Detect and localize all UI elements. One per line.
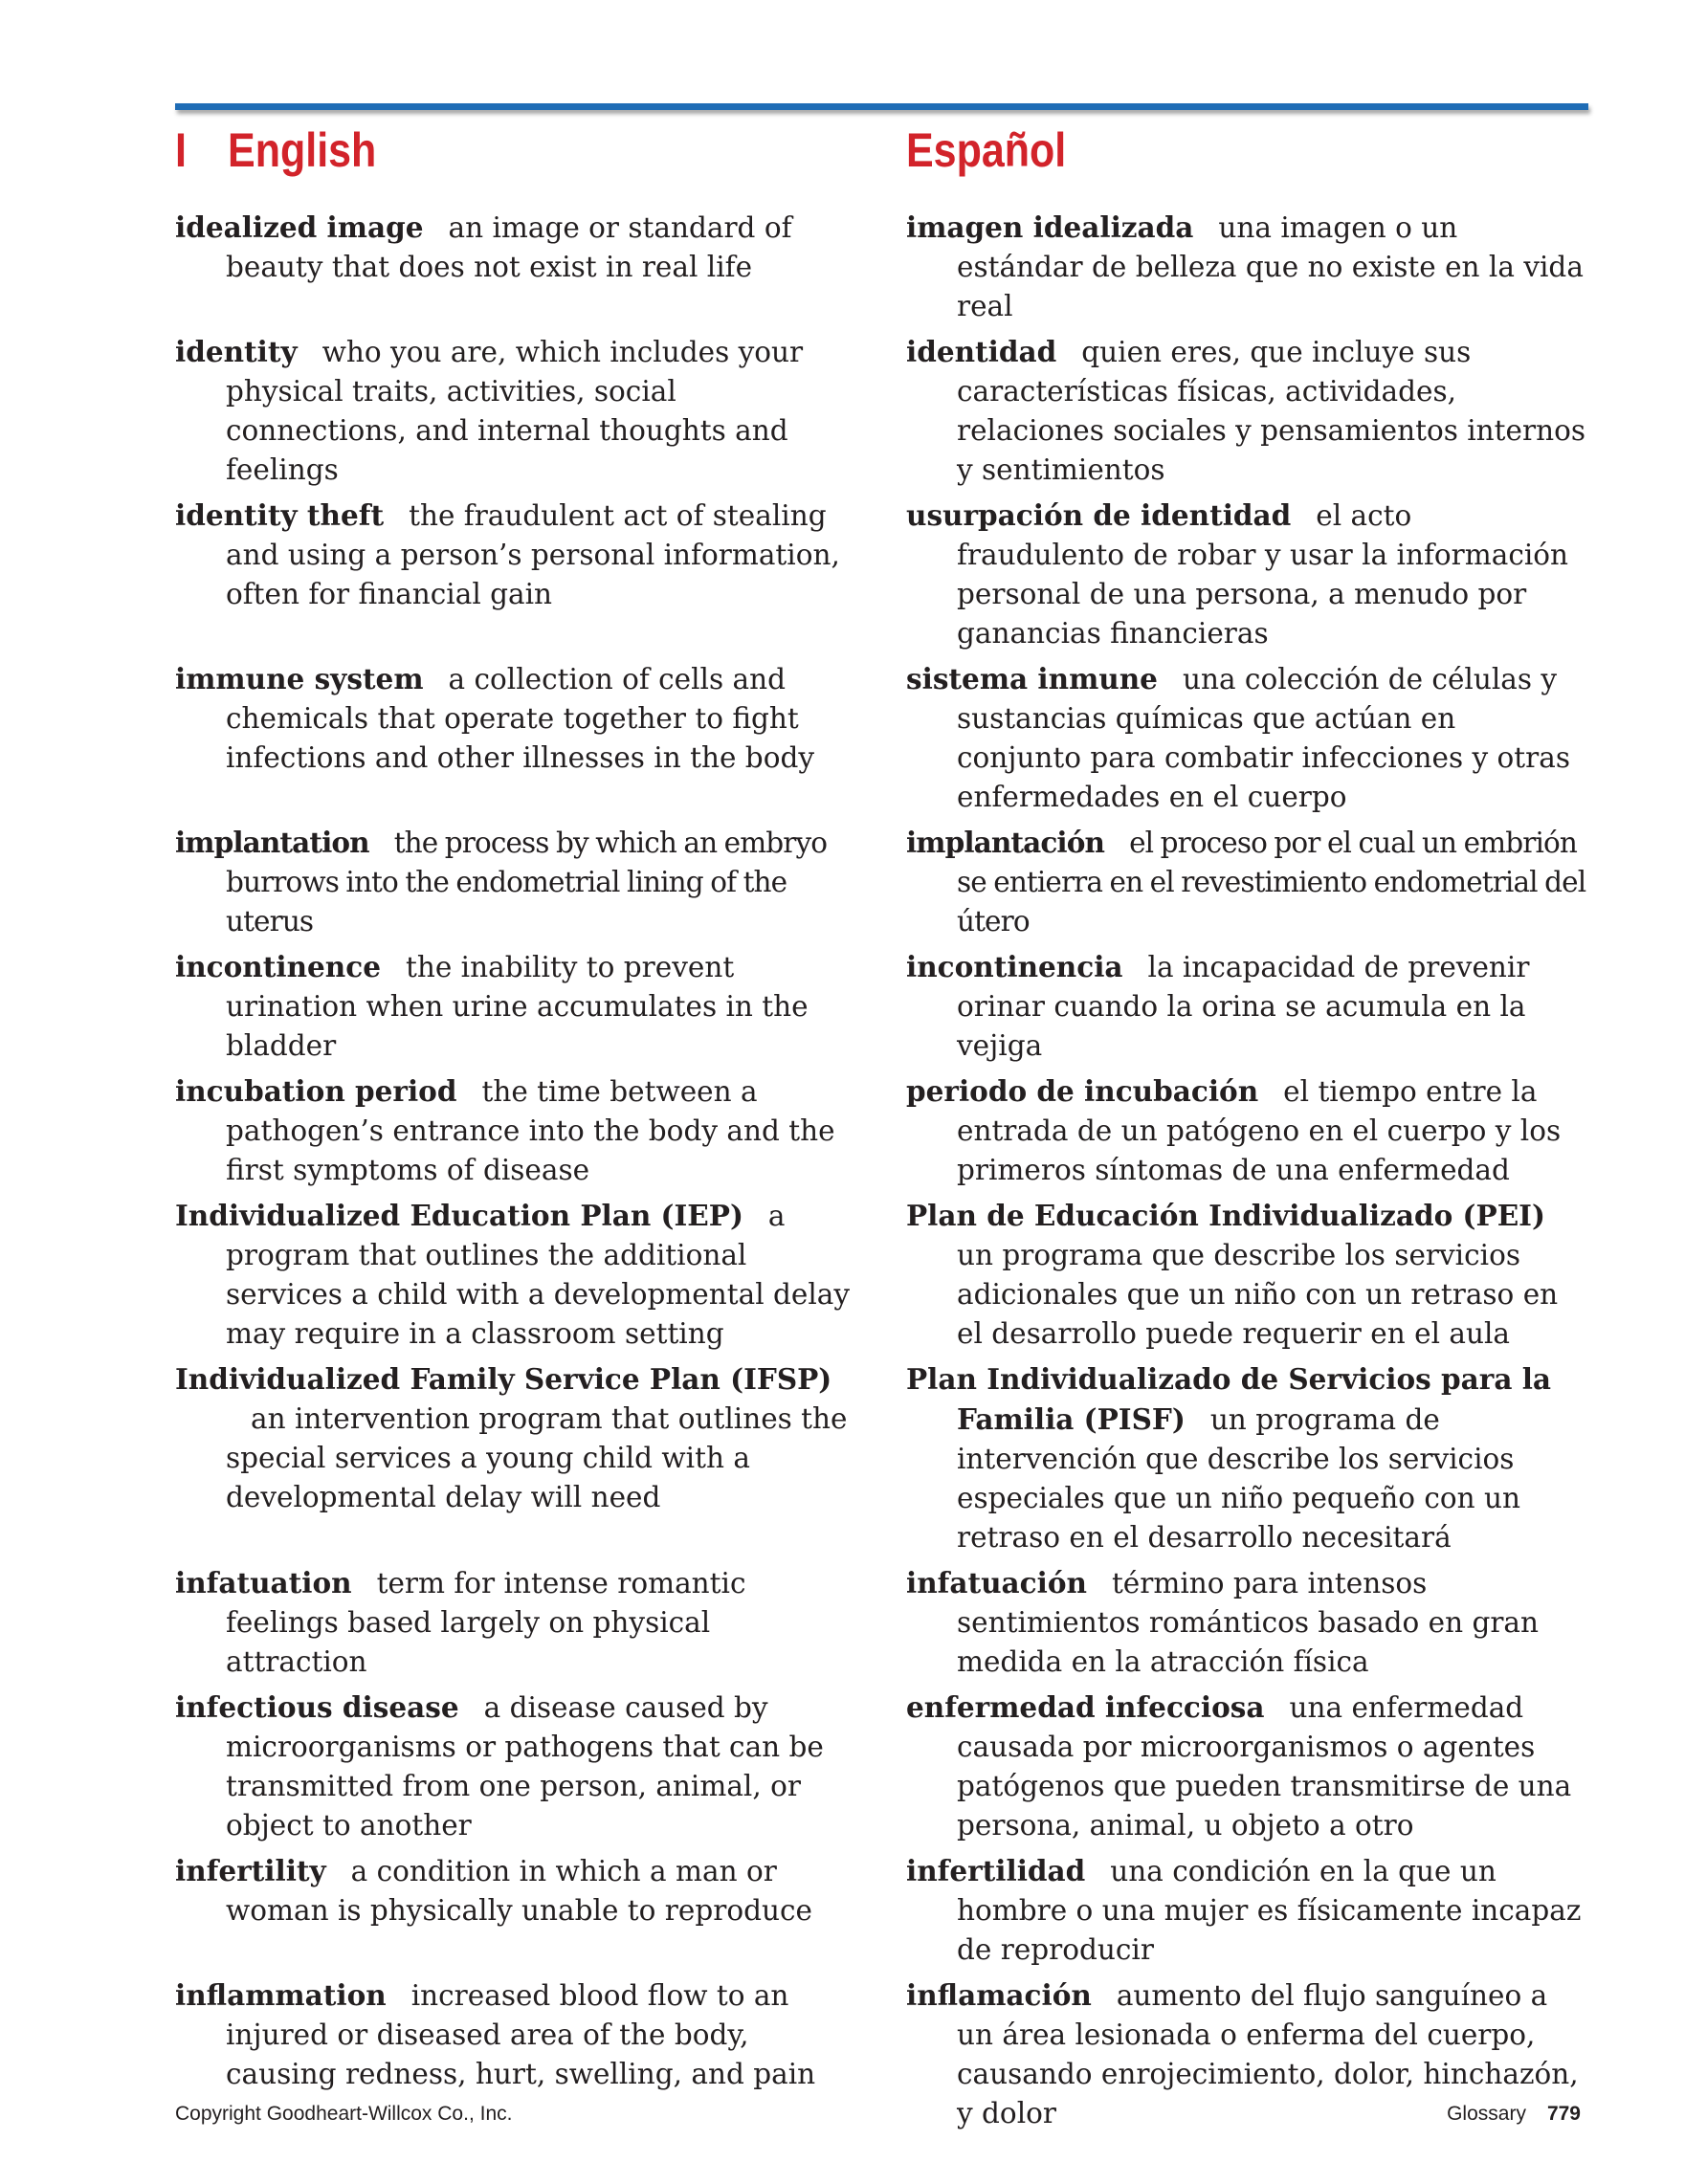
es-glossary-entry (906, 332, 1587, 490)
en-glossary-entry (175, 823, 854, 941)
en-glossary-entry (175, 1851, 854, 1970)
es-definition: el proceso por el cual un embrión se entierra en el revestimiento endometrial del útero (957, 827, 1586, 938)
es-definition: un programa que describe los servicios adicionales que un niño con un retraso en el desarrollo puede requerir en el aula (957, 1239, 1559, 1350)
en-term: inflammation (175, 1978, 387, 2012)
es-definition: la incapacidad de prevenir orinar cuando la orina se acumula en la vejiga (957, 951, 1530, 1062)
es-definition: una colección de células y sustancias químicas que actúan en conjunto para combatir infecciones y otras enfermedades en el cuerpo (957, 663, 1570, 813)
es-definition: aumento del flujo sanguíneo a un área lesionada o enferma del cuerpo, causando enrojecimiento, dolor, hinchazón, y dolor (957, 1979, 1579, 2129)
en-glossary-entry (175, 1359, 854, 1557)
es-term: infertilidad (906, 1854, 1086, 1887)
english-column (175, 208, 854, 2139)
es-definition: el acto fraudulento de robar y usar la información personal de una persona, a menudo por ganancias financieras (957, 499, 1569, 650)
es-glossary-entry (906, 496, 1587, 653)
es-glossary-entry (906, 947, 1587, 1066)
spanish-column (906, 208, 1587, 2139)
en-glossary-entry (175, 1196, 854, 1354)
es-definition: una enfermedad causada por microorganismos o agentes patógenos que pueden transmitirse de una persona, animal, u objeto a otro (957, 1691, 1572, 1842)
es-glossary-entry (906, 1196, 1587, 1354)
es-term: periodo de incubación (906, 1074, 1259, 1108)
en-term: identity theft (175, 498, 385, 532)
copyright-notice: Copyright Goodheart-Willcox Co., Inc. (175, 2103, 513, 2125)
es-definition: quien eres, que incluye sus características físicas, actividades, relaciones sociales y pensamientos internos y sentimientos (957, 336, 1585, 486)
en-term: infatuation (175, 1566, 352, 1599)
spanish-title: Español (906, 123, 1067, 177)
en-term: Individualized Education Plan (IEP) (175, 1199, 743, 1232)
en-glossary-entry (175, 332, 854, 490)
es-definition: un programa de intervención que describe los servicios especiales que un niño pequeño con un retraso en el desarrollo necesitará (957, 1403, 1521, 1554)
es-term: Plan de Educación Individualizado (PEI) (906, 1199, 1545, 1232)
english-header (175, 122, 376, 189)
en-term: infertility (175, 1854, 326, 1887)
es-term: inflamación (906, 1978, 1092, 2012)
english-title: English (228, 123, 377, 177)
es-term: enfermedad infecciosa (906, 1690, 1265, 1724)
es-definition: término para intensos sentimientos románticos basado en gran medida en la atracción física (957, 1567, 1540, 1678)
en-term: implantation (175, 826, 369, 859)
en-glossary-entry (175, 1071, 854, 1190)
en-term: immune system (175, 662, 424, 695)
en-term: Individualized Family Service Plan (IFSP) (175, 1362, 832, 1396)
en-glossary-entry (175, 659, 854, 817)
page-footer (1447, 2103, 1581, 2126)
top-rule (175, 103, 1588, 110)
es-term: identidad (906, 335, 1057, 368)
es-glossary-entry (906, 1071, 1587, 1190)
en-term: identity (175, 335, 298, 368)
en-term: incontinence (175, 950, 381, 983)
en-glossary-entry (175, 1688, 854, 1845)
es-glossary-entry (906, 1688, 1587, 1845)
page-number: 779 (1546, 2103, 1581, 2125)
es-term: implantación (906, 826, 1105, 859)
es-glossary-entry (906, 1563, 1587, 1682)
en-definition: a disease caused by microorganisms or pathogens that can be transmitted from one person, animal, or object to another (226, 1691, 824, 1842)
es-definition: una condición en la que un hombre o una mujer es físicamente incapaz de reproducir (957, 1855, 1582, 1966)
en-glossary-entry (175, 1563, 854, 1682)
en-term: idealized image (175, 210, 424, 244)
en-definition: the inability to prevent urination when urine accumulates in the bladder (226, 951, 809, 1062)
es-glossary-entry (906, 1359, 1587, 1557)
en-glossary-entry (175, 208, 854, 326)
es-term: Plan Individualizado de Servicios para la Familia (PISF) (906, 1362, 1552, 1436)
en-term: incubation period (175, 1074, 457, 1108)
section-letter: I (175, 123, 187, 177)
es-glossary-entry (906, 823, 1587, 941)
es-term: usurpación de identidad (906, 498, 1292, 532)
en-definition: a program that outlines the additional services a child with a developmental delay may require in a classroom setting (226, 1200, 851, 1350)
en-definition: the fraudulent act of stealing and using a person’s personal information, often for financial gain (226, 499, 840, 610)
en-term: infectious disease (175, 1690, 459, 1724)
es-glossary-entry (906, 659, 1587, 817)
es-glossary-entry (906, 208, 1587, 326)
en-definition: the process by which an embryo burrows into the endometrial lining of the uterus (226, 827, 828, 938)
section-name: Glossary (1447, 2103, 1526, 2125)
es-definition: una imagen o un estándar de belleza que no existe en la vida real (957, 211, 1584, 322)
es-term: imagen idealizada (906, 210, 1194, 244)
es-term: infatuación (906, 1566, 1087, 1599)
en-definition: term for intense romantic feelings based largely on physical attraction (226, 1567, 746, 1678)
en-definition: a collection of cells and chemicals that operate together to fight infections and other illnesses in the body (226, 663, 815, 774)
en-definition: an intervention program that outlines the special services a young child with a developmental delay will need (226, 1402, 848, 1513)
en-definition: an image or standard of beauty that does not exist in real life (226, 211, 792, 283)
en-definition: a condition in which a man or woman is physically unable to reproduce (226, 1855, 812, 1927)
en-glossary-entry (175, 947, 854, 1066)
es-glossary-entry (906, 1851, 1587, 1970)
es-term: sistema inmune (906, 662, 1158, 695)
es-definition: el tiempo entre la entrada de un patógeno en el cuerpo y los primeros síntomas de una enfermedad (957, 1075, 1562, 1186)
es-term: incontinencia (906, 950, 1123, 983)
en-definition: increased blood flow to an injured or diseased area of the body, causing redness, hurt, swelling, and pain (226, 1979, 816, 2090)
en-definition: the time between a pathogen’s entrance into the body and the first symptoms of disease (226, 1075, 835, 1186)
en-definition: who you are, which includes your physical traits, activities, social connections, and internal thoughts and feelings (226, 336, 804, 486)
en-glossary-entry (175, 496, 854, 653)
